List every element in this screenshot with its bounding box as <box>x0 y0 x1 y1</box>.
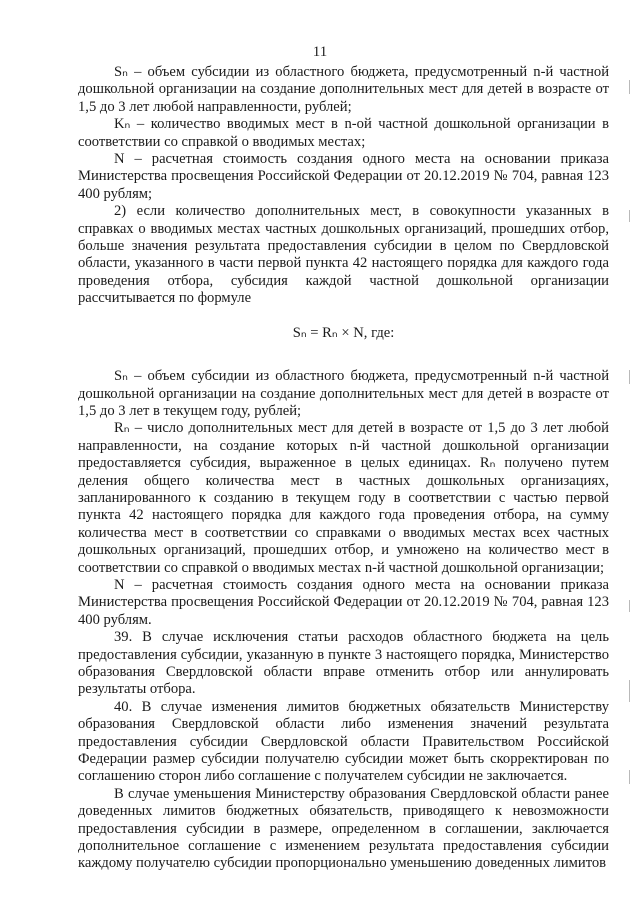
scan-margin-marks <box>624 80 630 860</box>
margin-mark <box>629 770 630 784</box>
body-text <box>78 64 609 873</box>
paragraph-sn-definition: Sₙ – объем субсидии из областного бюджета, предусмотренный n-й частной дошкольной организации на создание дополнительных мест для детей в возрасте от 1,5 до 3 лет любой направленности, рублей; <box>78 64 609 115</box>
paragraph-40: 40. В случае изменения лимитов бюджетных обязательств Министерству образования Свердловской области либо изменения значений результата предоставления субсидии Свердловской области Правительством Российской Федерации размер субсидии получателю субсидии может быть скорректирован по соглашению сторон либо соглашение с получателем субсидии не заключается. <box>78 698 609 785</box>
paragraph-item-2: 2) если количество дополнительных мест, в совокупности указанных в справках о вводимых местах частных дошкольных организаций, прошедших отбор, больше значения результата предоставления субсидии в целом по Свердловской области, указанного в части первой пункта 42 настоящего порядка для каждого года проведения отбора, субсидия каждой частной дошкольной организации рассчитывается по формуле <box>78 203 609 307</box>
margin-mark <box>629 80 630 94</box>
paragraph-n-definition-2: N – расчетная стоимость создания одного места на основании приказа Министерства просвещения Российской Федерации от 20.12.2019 № 704, равная 123 400 рублям. <box>78 576 609 628</box>
paragraph-sn-definition-2: Sₙ – объем субсидии из областного бюджета, предусмотренный n-й частной дошкольной организации на создание дополнительных мест для детей в возрасте от 1,5 до 3 лет в текущем году, рублей; <box>78 368 609 419</box>
paragraph-rn-definition: Rₙ – число дополнительных мест для детей в возрасте от 1,5 до 3 лет любой направленности, на создание которых n-й частной дошкольной организации предоставляется субсидия, выраженное в целых единицах. Rₙ получено путем деления общего количества мест в частных дошкольных организациях, запланированного к созданию в текущем году в соответствии с частью первой пункта 42 настоящего порядка для каждого года проведения отбора, на сумму количества мест в соответствии со справками о вводимых местах всех частных дошкольных организаций, прошедших отбор, и умножено на количество мест в соответствии со справкой о вводимых местах n-й частной дошкольной организации; <box>78 420 609 576</box>
paragraph-kn-definition: Kₙ – количество вводимых мест в n-ой частной дошкольной организации в соответствии со справкой о вводимых местах; <box>78 116 609 150</box>
margin-mark <box>629 210 630 222</box>
margin-mark <box>629 370 630 384</box>
page-number: 11 <box>312 44 328 60</box>
margin-mark <box>629 680 630 702</box>
paragraph-limits-reduction: В случае уменьшения Министерству образования Свердловской области ранее доведенных лимитов бюджетных обязательств, приводящего к невозможности предоставления субсидии в размере, определенном в соглашении, заключается дополнительное соглашение с изменением результата предоставления субсидии каждому получателю субсидии пропорционально уменьшению доведенных лимитов <box>78 785 609 872</box>
formula: Sₙ = Rₙ × N, где: <box>292 324 395 341</box>
paragraph-n-definition: N – расчетная стоимость создания одного места на основании приказа Министерства просвещения Российской Федерации от 20.12.2019 № 704, равная 123 400 рублям; <box>78 151 609 202</box>
margin-mark <box>629 600 630 612</box>
paragraph-39: 39. В случае исключения статьи расходов областного бюджета на цель предоставления субсидии, указанную в пункте 3 настоящего порядка, Министерство образования Свердловской области вправе отменить отбор или аннулировать результаты отбора. <box>78 629 609 698</box>
